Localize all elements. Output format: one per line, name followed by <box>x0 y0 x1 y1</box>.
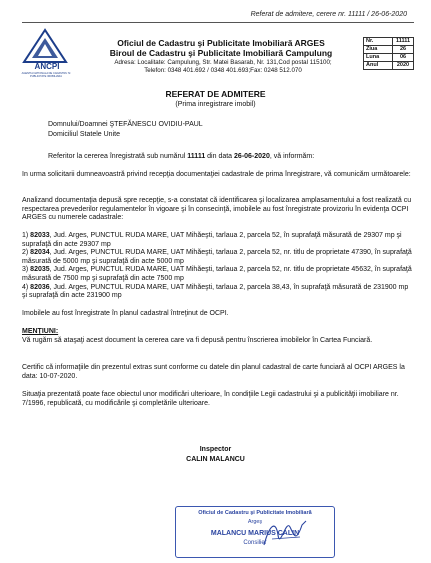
situation-text: Situaţia prezentată poate face obiectul unor modificări ulterioare, în condiţiile Legii cadastrului şi a publicităţii imobiliare nr. 7/1996, republicată, cu modificările şi completările ulterioare. <box>22 391 399 407</box>
document-title: REFERAT DE ADMITERE <box>165 89 266 99</box>
registration-box <box>363 37 414 70</box>
signatory-name: CALIN MALANCU <box>186 456 245 463</box>
office-name <box>78 38 364 58</box>
registration-label: Ziua <box>364 46 393 54</box>
parcel-index: 3) <box>22 266 31 274</box>
parcel-description: , Jud. Arges, PUNCTUL RUDA MARE, UAT Mihăeşti, tarlaua 2, parcela 52, nr. titlu de proprietate 47390, în suprafaţă măsurată de 5000 mp şi suprafaţă din acte 5000 mp <box>22 249 412 265</box>
parcel-index: 2) <box>22 249 31 257</box>
list-item <box>22 284 414 301</box>
request-date: 26-06-2020 <box>234 153 270 160</box>
addressee-domicile: Domiciliul Statele Unite <box>48 131 120 138</box>
registration-value: 26 <box>393 46 414 54</box>
parcel-description: , Jud. Arges, PUNCTUL RUDA MARE, UAT Mihăeşti, tarlaua 2, parcela 52, nr. titlu de proprietate 45632, în suprafaţă măsurată de 7500 mp şi suprafaţă din acte 7500 mp <box>22 266 412 282</box>
logo-text: ANCPI <box>34 62 60 71</box>
registration-value: 06 <box>393 54 414 62</box>
handwritten-signature-icon <box>260 515 310 555</box>
office-line-1: Oficiul de Cadastru şi Publicitate Imobiliară ARGES <box>117 38 325 48</box>
registration-label: Anul <box>364 62 393 70</box>
paragraph-analysis: Analizand documentaţia depusă spre recepţie, s-a constatat că identificarea şi localizarea amplasamentului a fost realizată cu respectarea prevederilor regulamentelor în vigoare şi în consecinţă, imobilele au fost înregistrate provizoriu în evidenţa OCPI ARGES cu numerele cadastrale: <box>22 197 412 222</box>
stamp-line-1: Oficiul de Cadastru şi Publicitate Imobiliară <box>198 510 312 516</box>
parcel-list <box>22 232 414 301</box>
list-item <box>22 266 414 283</box>
mentions-text: Vă rugăm să ataşaţi acest document la cererea care va fi depusă pentru înscrierea imobilelor în Cartea Funciară. <box>22 337 373 344</box>
logo-subtext: AGENTIA NATIONALA DE CADASTRU SI PUBLICITATE IMOBILIARA <box>21 72 71 78</box>
parcel-index: 4) <box>22 283 31 291</box>
intro-text: Referitor la cererea înregistrată sub numărul <box>48 153 188 160</box>
certification-text: Certific că informaţiile din prezentul extras sunt conforme cu datele din planul cadastral de carte funciară al OCPI ARGES la data: 10-07-2020. <box>22 364 405 380</box>
address-line: Adresa: Localitate: Campulung, Str. Matei Basarab, Nr. 131,Cod postal 115100; <box>114 59 332 66</box>
registration-row <box>364 38 414 46</box>
parcel-index: 1) <box>22 232 31 239</box>
addressee-fullname: ŞTEFĂNESCU OVIDIU-PAUL <box>109 121 203 128</box>
cadastral-number: 82033 <box>30 232 50 239</box>
registration-row <box>364 46 414 54</box>
addressee-prefix: Domnului/Doamnei <box>48 121 110 128</box>
registration-value: 11111 <box>393 38 414 46</box>
registration-row <box>364 62 414 70</box>
stamp-line-3: MALANCU MARIUS CALIN <box>210 530 300 537</box>
cadastral-number: 82036 <box>30 283 50 291</box>
parcel-description: , Jud. Arges, PUNCTUL RUDA MARE, UAT Mihăeşti, tarlaua 2, parcela 38,43, în suprafaţă măsurată de 231900 mp şi suprafaţă din acte 231900 mp <box>22 283 409 300</box>
paragraph-reception: In urma solicitarii dumneavoastră privind recepţia documentaţiei cadastrale de prima înregistrare, vă comunicăm următoarele: <box>22 171 411 178</box>
document-reference: Referat de admitere, cerere nr. 11111 / 26-06-2020 <box>250 11 407 18</box>
request-number: 11111 <box>187 153 206 160</box>
cadastral-number: 82035 <box>30 266 50 274</box>
list-item <box>22 249 414 266</box>
stamp-line-2: Argeş <box>247 519 263 525</box>
paragraph-registered: Imobilele au fost înregistrate în planul cadastral întreţinut de OCPI. <box>22 310 229 317</box>
addressee-name <box>48 121 388 130</box>
intro-text: din data <box>205 153 235 160</box>
intro-line <box>48 153 418 162</box>
registration-label: Nr. <box>364 38 393 46</box>
header-divider <box>22 22 414 23</box>
list-item <box>22 232 414 249</box>
phone-line: Telefon: 0348 401.692 / 0348 401.693;Fax: 0248 512.070 <box>144 67 302 74</box>
mentions-label: MENŢIUNI: <box>22 328 59 335</box>
parcel-description: , Jud. Arges, PUNCTUL RUDA MARE, UAT Mihăeşti, tarlaua 2, parcela 52, în suprafaţă măsurată de 29307 mp şi suprafaţă din acte 29307 mp <box>22 232 402 248</box>
registration-label: Luna <box>364 54 393 62</box>
registration-row <box>364 54 414 62</box>
office-address <box>78 59 368 75</box>
stamp-line-4: Consilier <box>243 540 267 546</box>
signatory-role: Inspector <box>199 446 232 453</box>
intro-text: , vă informăm: <box>269 153 315 160</box>
registration-value: 2020 <box>393 62 414 70</box>
official-stamp <box>175 506 335 558</box>
document-subtitle: (Prima inregistrare imobil) <box>175 101 256 108</box>
cadastral-number: 82034 <box>30 249 50 257</box>
office-line-2: Biroul de Cadastru şi Publicitate Imobiliară Campulung <box>109 48 333 58</box>
